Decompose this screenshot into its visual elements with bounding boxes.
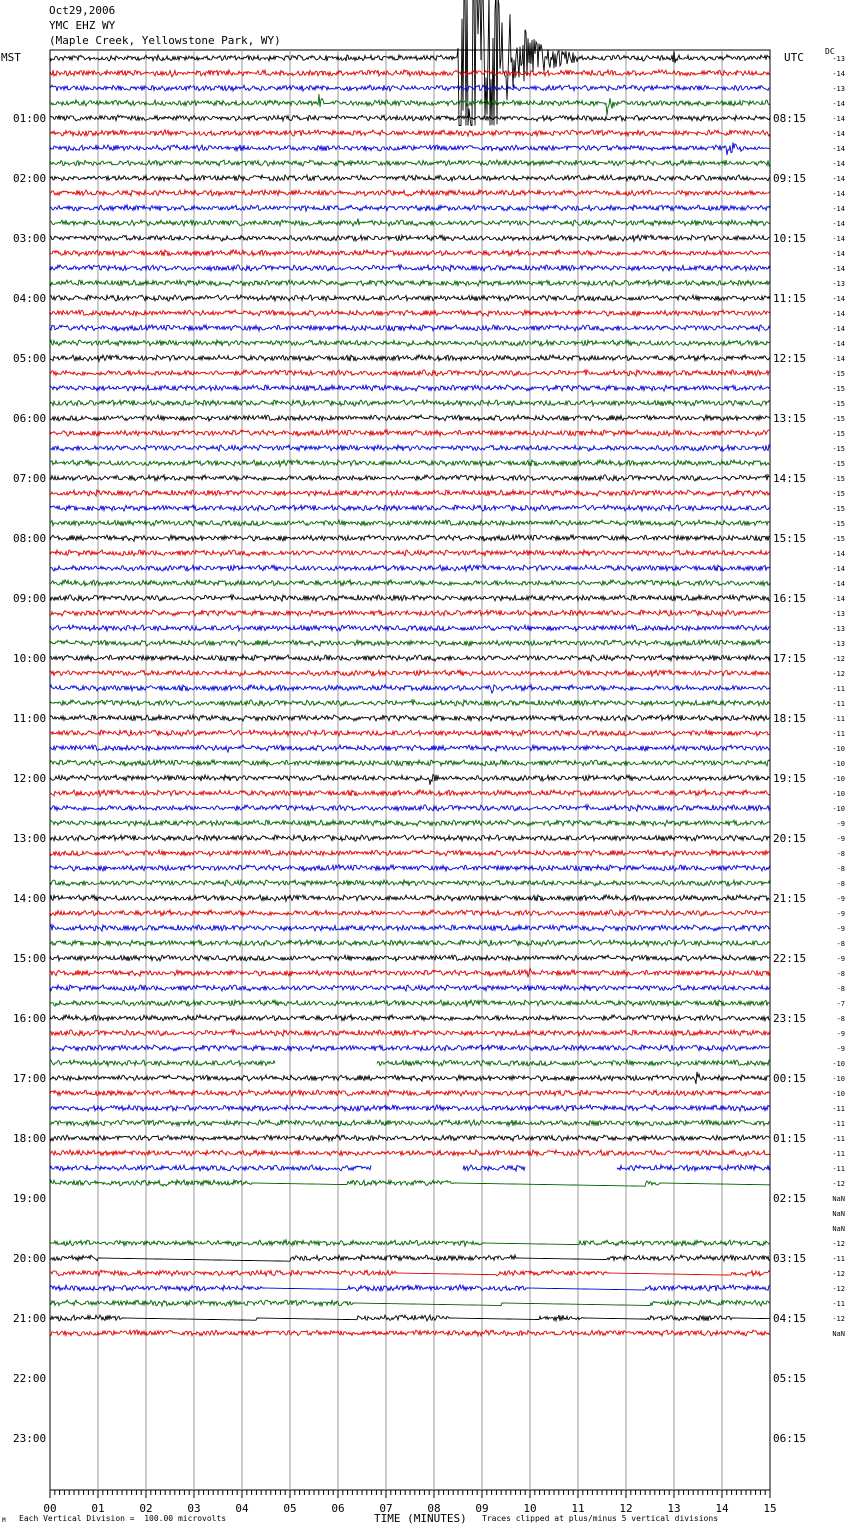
utc-hour-label: 09:15 (773, 172, 807, 185)
dc-offset-label: -15 (832, 400, 845, 408)
corner-mark: M (2, 1517, 6, 1524)
dc-offset-label: -14 (832, 175, 845, 183)
trace-row (50, 968, 770, 977)
x-tick-label: 00 (43, 1502, 57, 1515)
dc-offset-label: -9 (836, 910, 845, 918)
trace-row (50, 820, 770, 826)
dc-offset-label: -11 (832, 685, 845, 693)
utc-hour-label: 21:15 (773, 892, 807, 905)
mst-hour-label: 12:00 (13, 772, 47, 785)
trace-row (50, 940, 770, 946)
mst-hour-label: 20:00 (13, 1252, 47, 1265)
dc-offset-label: -10 (832, 1090, 845, 1098)
utc-hour-label: 05:15 (773, 1372, 807, 1385)
location-label: (Maple Creek, Yellowstone Park, WY) (49, 34, 281, 47)
x-axis-label: TIME (MINUTES) (374, 1512, 467, 1525)
mst-hour-label: 21:00 (13, 1312, 47, 1325)
dc-offset-label: -8 (836, 850, 845, 858)
dc-offset-label: -11 (832, 700, 845, 708)
dc-offset-label: -14 (832, 250, 845, 258)
dc-offset-label: -11 (832, 1105, 845, 1113)
utc-hour-label: 00:15 (773, 1072, 807, 1085)
trace-row (50, 805, 770, 811)
trace-row (50, 1030, 770, 1036)
trace-row (463, 1165, 525, 1171)
utc-hour-label: 23:15 (773, 1012, 807, 1025)
dc-offset-label: NaN (832, 1330, 845, 1338)
trace-row (50, 715, 770, 721)
mst-hour-label: 08:00 (13, 532, 47, 545)
dc-offset-label: -14 (832, 205, 845, 213)
trace-row (50, 1240, 770, 1246)
dc-offset-label: -8 (836, 940, 845, 948)
trace-row (50, 1150, 770, 1156)
x-tick-label: 02 (139, 1502, 153, 1515)
trace-row (50, 895, 770, 901)
trace-row (50, 1270, 770, 1276)
dc-offset-label: -14 (832, 160, 845, 168)
utc-hour-label: 04:15 (773, 1312, 807, 1325)
trace-row (50, 580, 770, 586)
dc-offset-label: -11 (832, 1135, 845, 1143)
trace-row (50, 610, 770, 616)
dc-offset-label: -11 (832, 715, 845, 723)
dc-offset-label: -12 (832, 670, 845, 678)
trace-row (50, 430, 770, 436)
trace-row (50, 475, 770, 481)
utc-hour-label: 08:15 (773, 112, 807, 125)
dc-offset-label: NaN (832, 1210, 845, 1218)
trace-row (50, 219, 770, 227)
utc-hour-label: 03:15 (773, 1252, 807, 1265)
dc-offset-label: -9 (836, 955, 845, 963)
mst-axis-label: MST (1, 51, 21, 64)
utc-hour-label: 02:15 (773, 1192, 807, 1205)
utc-hour-label: 15:15 (773, 532, 807, 545)
utc-hour-label: 12:15 (773, 352, 807, 365)
dc-offset-label: -10 (832, 775, 845, 783)
dc-offset-label: -14 (832, 580, 845, 588)
x-tick-label: 08 (427, 1502, 441, 1515)
dc-offset-label: -13 (832, 625, 845, 633)
trace-row (50, 1330, 770, 1336)
x-tick-label: 10 (523, 1502, 537, 1515)
trace-row (50, 460, 770, 466)
mst-hour-label: 04:00 (13, 292, 47, 305)
dc-offset-label: -15 (832, 490, 845, 498)
dc-offset-label: -11 (832, 1255, 845, 1263)
dc-offset-label: -14 (832, 550, 845, 558)
x-tick-label: 03 (187, 1502, 201, 1515)
mst-hour-label: 05:00 (13, 352, 47, 365)
mst-hour-label: 23:00 (13, 1432, 47, 1445)
dc-offset-label: -11 (832, 1300, 845, 1308)
mst-hour-label: 19:00 (13, 1192, 47, 1205)
scale-note: Each Vertical Division = 100.00 microvolts (19, 1514, 227, 1523)
trace-row (50, 130, 770, 136)
dc-offset-label: -10 (832, 790, 845, 798)
trace-row (50, 1015, 770, 1021)
dc-offset-label: -14 (832, 595, 845, 603)
dc-offset-label: -15 (832, 430, 845, 438)
dc-offset-label: -15 (832, 475, 845, 483)
trace-row (50, 670, 770, 676)
dc-offset-label: -15 (832, 505, 845, 513)
trace-row (50, 1060, 275, 1066)
dc-offset-label: -14 (832, 265, 845, 273)
trace-row (50, 325, 770, 331)
dc-offset-label: -15 (832, 445, 845, 453)
x-tick-label: 12 (619, 1502, 633, 1515)
trace-row (50, 955, 770, 961)
dc-offset-label: -12 (832, 655, 845, 663)
x-tick-label: 01 (91, 1502, 105, 1515)
trace-row (50, 1090, 770, 1096)
trace-row (50, 415, 770, 421)
dc-offset-label: -10 (832, 760, 845, 768)
utc-hour-label: 18:15 (773, 712, 807, 725)
trace-row (50, 370, 770, 376)
trace-row (50, 730, 770, 736)
dc-offset-label: -13 (832, 280, 845, 288)
dc-offset-label: -9 (836, 820, 845, 828)
dc-offset-label: -13 (832, 55, 845, 63)
x-tick-label: 05 (283, 1502, 297, 1515)
trace-row (50, 115, 770, 121)
dc-offset-label: NaN (832, 1195, 845, 1203)
trace-row (50, 775, 770, 785)
dc-offset-label: -14 (832, 100, 845, 108)
trace-row (50, 505, 770, 511)
trace-row (50, 850, 770, 856)
mst-hour-label: 11:00 (13, 712, 47, 725)
trace-row (50, 1045, 770, 1051)
dc-offset-label: -10 (832, 745, 845, 753)
trace-row (50, 0, 770, 126)
dc-offset-label: -14 (832, 325, 845, 333)
trace-row (50, 835, 770, 841)
dc-offset-label: -14 (832, 70, 845, 78)
dc-offset-label: -13 (832, 610, 845, 618)
trace-row (50, 1135, 770, 1141)
dc-offset-label: -11 (832, 1120, 845, 1128)
trace-row (50, 94, 770, 115)
dc-offset-label: -12 (832, 1285, 845, 1293)
mst-hour-label: 18:00 (13, 1132, 47, 1145)
utc-hour-label: 06:15 (773, 1432, 807, 1445)
x-tick-label: 15 (763, 1502, 777, 1515)
utc-hour-label: 01:15 (773, 1132, 807, 1145)
dc-offset-label: -11 (832, 1150, 845, 1158)
dc-offset-label: -14 (832, 145, 845, 153)
utc-hour-label: 22:15 (773, 952, 807, 965)
mst-hour-label: 17:00 (13, 1072, 47, 1085)
trace-row (50, 385, 770, 391)
dc-offset-label: -12 (832, 1240, 845, 1248)
utc-hour-label: 19:15 (773, 772, 807, 785)
dc-offset-label: -15 (832, 415, 845, 423)
trace-row (50, 400, 770, 406)
dc-offset-label: -14 (832, 340, 845, 348)
trace-row (617, 1165, 770, 1171)
trace-row (50, 640, 770, 646)
x-tick-label: 13 (667, 1502, 681, 1515)
trace-row (50, 250, 770, 256)
dc-offset-label: -8 (836, 880, 845, 888)
utc-hour-label: 16:15 (773, 592, 807, 605)
dc-offset-label: -15 (832, 460, 845, 468)
dc-offset-label: -7 (836, 1000, 845, 1008)
dc-offset-label: -15 (832, 535, 845, 543)
clip-note: Traces clipped at plus/minus 5 vertical divisions (482, 1514, 719, 1523)
x-tick-label: 11 (571, 1502, 585, 1515)
trace-row (50, 595, 770, 601)
trace-row (50, 175, 770, 181)
dc-offset-label: -13 (832, 640, 845, 648)
trace-row (50, 70, 770, 77)
trace-row (50, 700, 770, 706)
trace-row (50, 295, 770, 301)
dc-offset-label: -10 (832, 1075, 845, 1083)
trace-row (50, 880, 770, 886)
trace-row (50, 190, 770, 196)
trace-row (50, 985, 770, 991)
utc-hour-label: 13:15 (773, 412, 807, 425)
trace-row (50, 235, 770, 241)
x-tick-label: 07 (379, 1502, 393, 1515)
dc-offset-label: -8 (836, 1015, 845, 1023)
dc-offset-label: -9 (836, 1030, 845, 1038)
dc-offset-label: -14 (832, 565, 845, 573)
dc-offset-label: -9 (836, 895, 845, 903)
dc-offset-label: -10 (832, 1060, 845, 1068)
mst-hour-label: 16:00 (13, 1012, 47, 1025)
trace-row (50, 535, 770, 541)
mst-hour-label: 01:00 (13, 112, 47, 125)
mst-hour-label: 10:00 (13, 652, 47, 665)
trace-row (50, 490, 770, 496)
utc-hour-label: 10:15 (773, 232, 807, 245)
trace-row (50, 205, 770, 211)
dc-offset-label: -14 (832, 115, 845, 123)
dc-offset-label: -15 (832, 520, 845, 528)
utc-hour-label: 11:15 (773, 292, 807, 305)
utc-hour-label: 14:15 (773, 472, 807, 485)
utc-hour-label: 20:15 (773, 832, 807, 845)
x-tick-label: 09 (475, 1502, 489, 1515)
trace-row (50, 1285, 770, 1291)
dc-offset-label: -14 (832, 130, 845, 138)
dc-offset-label: -12 (832, 1180, 845, 1188)
dc-offset-label: -9 (836, 925, 845, 933)
trace-row (50, 1105, 770, 1111)
mst-hour-label: 14:00 (13, 892, 47, 905)
utc-hour-label: 17:15 (773, 652, 807, 665)
dc-offset-label: -13 (832, 85, 845, 93)
trace-row (50, 745, 770, 752)
x-tick-label: 06 (331, 1502, 345, 1515)
trace-row (50, 142, 770, 155)
trace-row (50, 1315, 770, 1321)
trace-row (50, 625, 770, 631)
trace-row (377, 1060, 770, 1066)
dc-offset-label: -14 (832, 220, 845, 228)
dc-label: DC (825, 47, 835, 56)
dc-offset-label: -12 (832, 1270, 845, 1278)
dc-offset-label: -14 (832, 190, 845, 198)
dc-offset-label: -14 (832, 235, 845, 243)
dc-offset-label: -8 (836, 970, 845, 978)
trace-row (50, 1255, 770, 1261)
trace-row (50, 790, 770, 796)
trace-row (50, 265, 770, 271)
mst-hour-label: 07:00 (13, 472, 47, 485)
trace-row (50, 520, 770, 526)
dc-offset-label: -9 (836, 1045, 845, 1053)
trace-row (50, 685, 770, 693)
dc-offset-label: -9 (836, 835, 845, 843)
trace-row (50, 1300, 770, 1306)
dc-offset-label: -8 (836, 865, 845, 873)
mst-hour-label: 02:00 (13, 172, 47, 185)
trace-row (50, 655, 770, 661)
dc-offset-label: -11 (832, 730, 845, 738)
dc-offset-label: -14 (832, 295, 845, 303)
trace-row (50, 865, 770, 871)
trace-row (50, 565, 770, 571)
trace-row (50, 310, 770, 316)
trace-row (50, 160, 770, 166)
trace-row (50, 280, 770, 286)
dc-offset-label: -10 (832, 805, 845, 813)
mst-hour-label: 06:00 (13, 412, 47, 425)
station-label: YMC EHZ WY (49, 19, 116, 32)
trace-row (50, 1120, 770, 1126)
trace-row (50, 340, 770, 346)
trace-row (50, 1072, 770, 1084)
dc-offset-label: -15 (832, 385, 845, 393)
mst-hour-label: 22:00 (13, 1372, 47, 1385)
trace-row (50, 355, 770, 361)
dc-offset-label: -8 (836, 985, 845, 993)
mst-hour-label: 15:00 (13, 952, 47, 965)
trace-row (50, 910, 770, 916)
trace-row (50, 550, 770, 556)
mst-hour-label: 09:00 (13, 592, 47, 605)
mst-hour-label: 03:00 (13, 232, 47, 245)
trace-row (50, 1000, 770, 1006)
dc-offset-label: -14 (832, 310, 845, 318)
dc-offset-label: -12 (832, 1315, 845, 1323)
x-tick-label: 14 (715, 1502, 729, 1515)
dc-offset-label: -15 (832, 370, 845, 378)
x-tick-label: 04 (235, 1502, 249, 1515)
trace-row (50, 925, 770, 931)
utc-axis-label: UTC (784, 51, 804, 64)
trace-row (50, 1180, 770, 1186)
dc-offset-label: -11 (832, 1165, 845, 1173)
trace-row (50, 445, 770, 451)
mst-hour-label: 13:00 (13, 832, 47, 845)
trace-row (50, 760, 770, 766)
dc-offset-label: -14 (832, 355, 845, 363)
dc-offset-label: NaN (832, 1225, 845, 1233)
trace-row (50, 85, 770, 91)
date-label: Oct29,2006 (49, 4, 116, 17)
